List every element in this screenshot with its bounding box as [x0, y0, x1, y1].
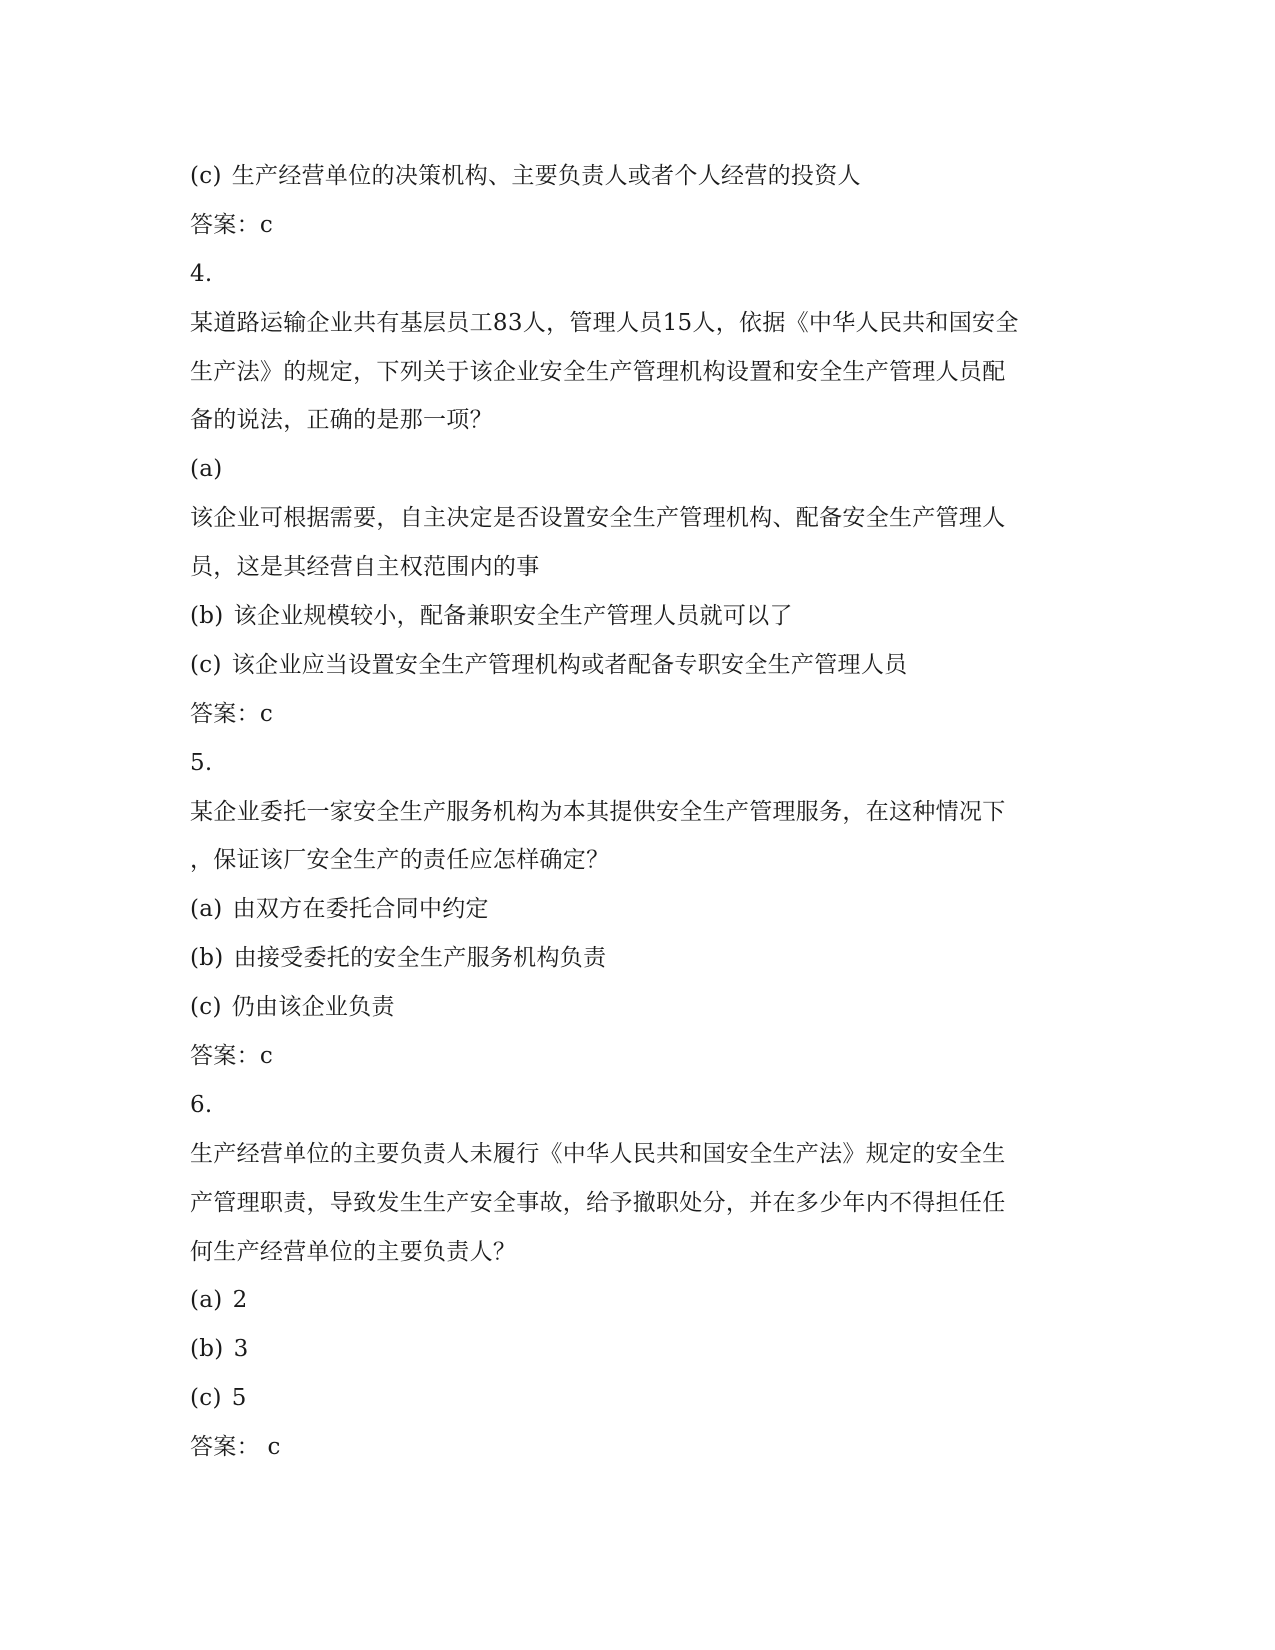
option-text: 由接受委托的安全生产服务机构负责	[233, 945, 607, 972]
option-text-text: 员，这是其经营自主权范围内的事	[190, 554, 540, 581]
answer-text: 答案：c	[190, 211, 274, 238]
quiz-content	[190, 152, 1070, 1472]
number-line	[190, 250, 1070, 299]
option-line	[190, 152, 1070, 201]
answer-text: 答案：c	[190, 1043, 274, 1070]
question-text: 产管理职责，导致发生生产安全事故，给予撤职处分，并在多少年内不得担任任	[190, 1189, 1006, 1216]
number-text: 5.	[190, 749, 213, 776]
question-line	[190, 836, 1070, 885]
option-line	[190, 445, 1070, 494]
answer-line	[190, 690, 1070, 739]
question-line	[190, 348, 1070, 397]
option-line	[190, 1276, 1070, 1325]
number-line	[190, 739, 1070, 788]
number-line	[190, 1081, 1070, 1130]
option-line	[190, 1374, 1070, 1423]
option-letter: (c)	[190, 1385, 222, 1412]
option-text: 3	[233, 1336, 249, 1363]
question-line	[190, 1130, 1070, 1179]
answer-text: 答案： c	[190, 1434, 281, 1461]
question-line	[190, 299, 1070, 348]
option-text: 该企业规模较小，配备兼职安全生产管理人员就可以了	[233, 603, 793, 630]
option-line	[190, 885, 1070, 934]
option-letter: (a)	[190, 1287, 223, 1314]
option-text-line	[190, 494, 1070, 543]
question-text: 生产经营单位的主要负责人未履行《中华人民共和国安全生产法》规定的安全生	[190, 1140, 1006, 1167]
option-letter: (a)	[190, 896, 223, 923]
option-line	[190, 641, 1070, 690]
option-line	[190, 934, 1070, 983]
option-text: 仍由该企业负责	[231, 994, 395, 1021]
option-text: 生产经营单位的决策机构、主要负责人或者个人经营的投资人	[231, 163, 861, 189]
answer-text: 答案：c	[190, 700, 274, 727]
question-line	[190, 1228, 1070, 1277]
question-line	[190, 396, 1070, 445]
option-line	[190, 983, 1070, 1032]
option-letter: (c)	[190, 163, 222, 189]
answer-line	[190, 1423, 1070, 1472]
question-text: 备的说法，正确的是那一项？	[190, 407, 493, 434]
option-letter: (b)	[190, 945, 224, 972]
option-line	[190, 592, 1070, 641]
option-text: 由双方在委托合同中约定	[232, 896, 489, 923]
option-line	[190, 1325, 1070, 1374]
answer-line	[190, 1032, 1070, 1081]
option-text: 2	[232, 1287, 248, 1314]
question-text: 生产法》的规定，下列关于该企业安全生产管理机构设置和安全生产管理人员配	[190, 358, 1006, 385]
option-letter: (a)	[190, 456, 223, 483]
option-text-text: 该企业可根据需要，自主决定是否设置安全生产管理机构、配备安全生产管理人	[190, 505, 1006, 532]
question-text: 某道路运输企业共有基层员工83人，管理人员15人，依据《中华人民共和国安全	[190, 309, 1019, 336]
option-letter: (c)	[190, 994, 222, 1021]
number-text: 6.	[190, 1091, 213, 1118]
option-text-line	[190, 543, 1070, 592]
option-letter: (c)	[190, 651, 222, 678]
question-text: 某企业委托一家安全生产服务机构为本其提供安全生产管理服务，在这种情况下	[190, 798, 1006, 825]
option-letter: (b)	[190, 1336, 224, 1363]
question-line	[190, 788, 1070, 837]
number-text: 4.	[190, 260, 213, 287]
question-text: ，保证该厂安全生产的责任应怎样确定？	[190, 847, 610, 874]
question-text: 何生产经营单位的主要负责人？	[190, 1238, 517, 1265]
option-text: 该企业应当设置安全生产管理机构或者配备专职安全生产管理人员	[231, 651, 908, 678]
option-text: 5	[231, 1385, 247, 1412]
option-letter: (b)	[190, 603, 224, 630]
answer-line	[190, 201, 1070, 250]
question-line	[190, 1179, 1070, 1228]
